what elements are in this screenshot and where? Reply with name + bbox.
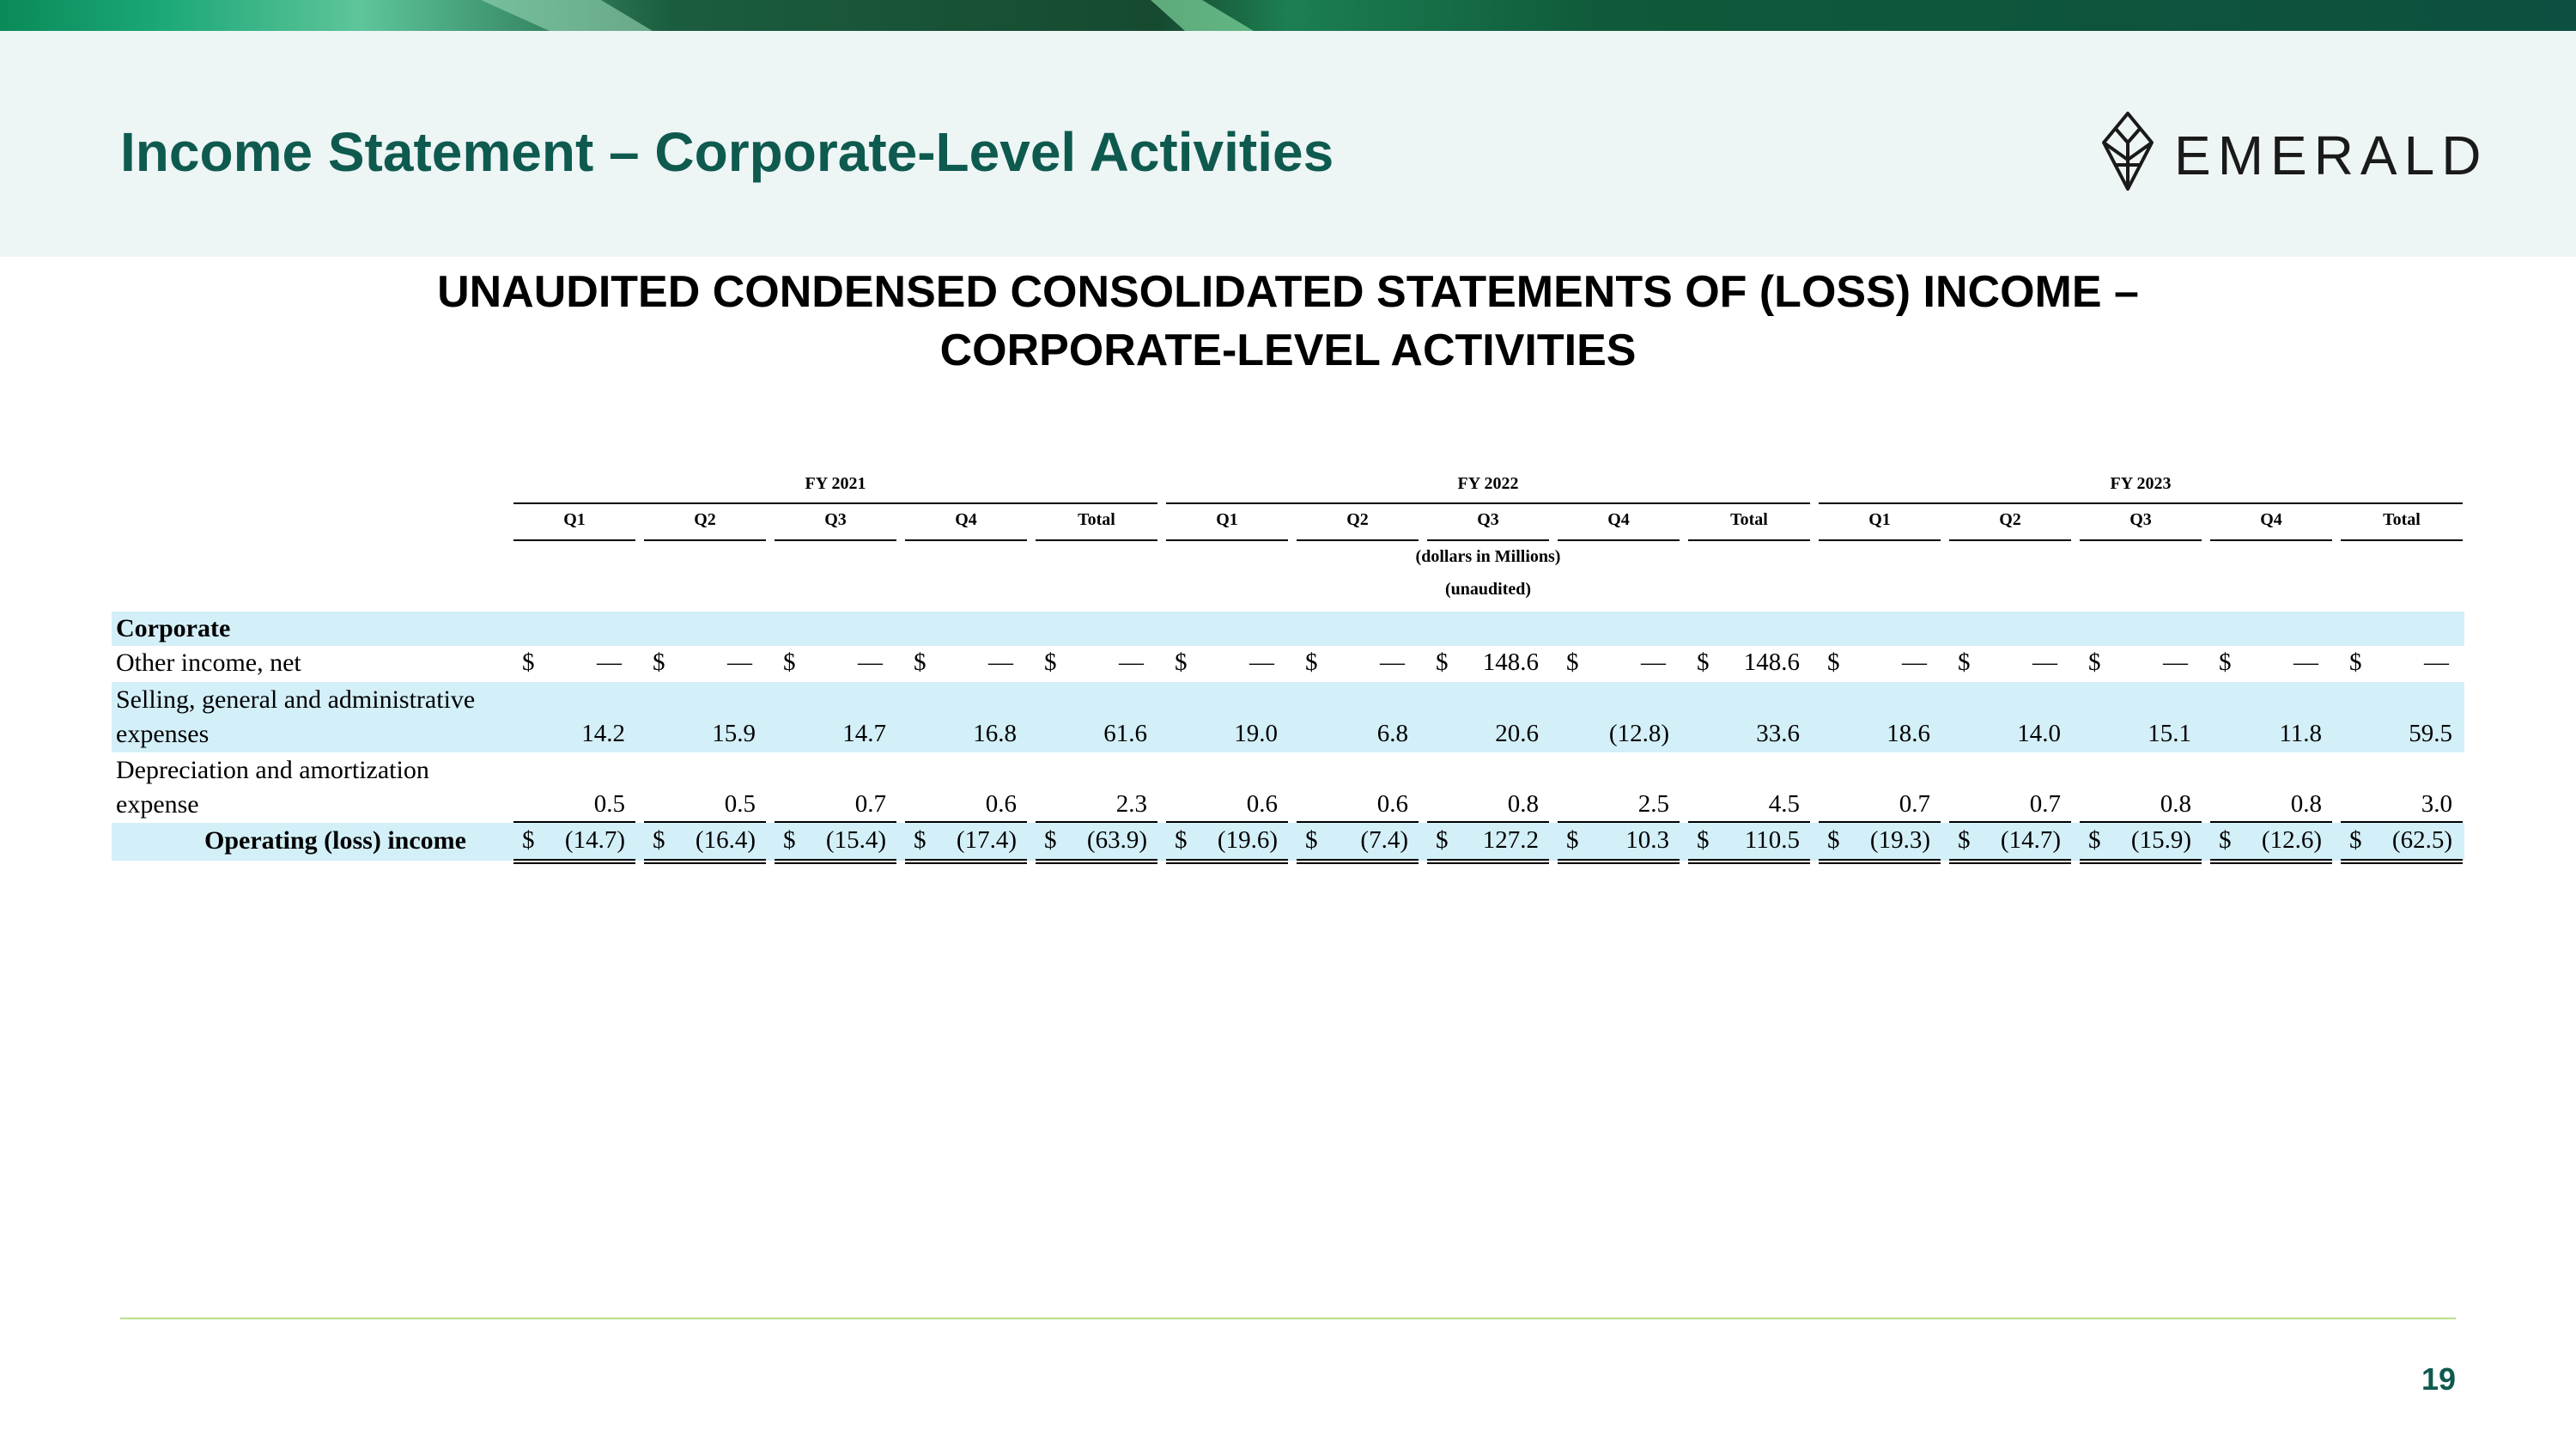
table-cell: 0.8: [2160, 790, 2191, 818]
table-cell: 2.3: [1115, 790, 1147, 818]
table-cell: 14.0: [2017, 720, 2061, 747]
period-header: Q2: [1346, 510, 1369, 529]
period-header-rule: [1427, 539, 1549, 541]
table-cell: —: [1119, 648, 1144, 676]
currency-symbol: $: [783, 648, 796, 676]
table-cell: 0.7: [1899, 790, 1930, 818]
period-header-rule: [775, 539, 896, 541]
document-title-line-1: UNAUDITED CONDENSED CONSOLIDATED STATEMENTS OF (LOSS) INCOME –: [437, 267, 2139, 317]
period-header: Q3: [2129, 510, 2152, 529]
period-header-rule: [1949, 539, 2071, 541]
period-header-rule: [1036, 539, 1157, 541]
currency-symbol: $: [1697, 648, 1710, 676]
currency-symbol: $: [1697, 826, 1710, 854]
document-title: [258, 263, 2318, 380]
table-cell: —: [858, 648, 883, 676]
table-cell: 15.1: [2148, 720, 2191, 747]
total-double-rule: [1949, 859, 2071, 864]
table-cell: (62.5): [2391, 826, 2452, 854]
period-header: Q3: [1477, 510, 1499, 529]
currency-symbol: $: [1566, 648, 1579, 676]
table-cell: 11.8: [2279, 720, 2322, 747]
period-header-rule: [2341, 539, 2463, 541]
currency-symbol: $: [1305, 648, 1318, 676]
period-header: Q4: [1607, 510, 1630, 529]
table-cell: —: [2163, 648, 2188, 676]
table-cell: 148.6: [1743, 648, 1800, 676]
table-cell: 0.7: [854, 790, 886, 818]
fiscal-year-header: FY 2022: [1457, 474, 1519, 493]
period-header: Q4: [2260, 510, 2282, 529]
table-cell: 2.5: [1637, 790, 1669, 818]
table-cell: —: [727, 648, 752, 676]
page-number: 19: [2421, 1361, 2456, 1397]
period-header: Total: [2383, 510, 2421, 529]
section-band-corporate: [112, 612, 2464, 646]
total-double-rule: [2080, 859, 2202, 864]
table-cell: (19.6): [1217, 826, 1278, 854]
period-header: Q3: [824, 510, 847, 529]
total-double-rule: [2210, 859, 2332, 864]
period-header-rule: [2210, 539, 2332, 541]
footer-divider: [120, 1318, 2456, 1319]
table-cell: 0.5: [724, 790, 756, 818]
period-header-rule: [513, 539, 635, 541]
table-cell: 59.5: [2409, 720, 2452, 747]
currency-symbol: $: [2088, 826, 2101, 854]
period-header: Q2: [694, 510, 716, 529]
currency-symbol: $: [1436, 826, 1449, 854]
period-header-rule: [2080, 539, 2202, 541]
table-cell: 0.7: [2029, 790, 2061, 818]
emerald-logo: [2100, 110, 2488, 196]
period-header: Q1: [563, 510, 586, 529]
table-cell: 0.6: [1246, 790, 1278, 818]
table-cell: 127.2: [1482, 826, 1539, 854]
currency-symbol: $: [653, 826, 665, 854]
table-cell: 14.7: [842, 720, 886, 747]
table-cell: (12.6): [2261, 826, 2322, 854]
unaudited-note: (unaudited): [1444, 580, 1532, 599]
table-cell: (12.8): [1608, 720, 1669, 747]
table-cell: —: [1249, 648, 1274, 676]
table-cell: (14.7): [2000, 826, 2061, 854]
period-header-rule: [1819, 539, 1941, 541]
table-cell: 33.6: [1756, 720, 1800, 747]
table-cell: 0.8: [2290, 790, 2322, 818]
table-cell: —: [1902, 648, 1927, 676]
currency-symbol: $: [914, 826, 927, 854]
currency-symbol: $: [2219, 648, 2232, 676]
fiscal-year-rule: [1819, 502, 2463, 504]
row-sga-expenses-label: Selling, general and administrative: [116, 685, 476, 714]
page-title: Income Statement – Corporate-Level Activities: [120, 121, 1334, 183]
total-double-rule: [905, 859, 1027, 864]
row-other-income-label: Other income, net: [116, 648, 301, 677]
table-cell: (15.9): [2130, 826, 2191, 854]
fiscal-year-rule: [1166, 502, 1810, 504]
period-header-rule: [1297, 539, 1419, 541]
currency-symbol: $: [653, 648, 665, 676]
period-header: Q1: [1868, 510, 1891, 529]
period-header: Total: [1078, 510, 1115, 529]
period-header-rule: [1558, 539, 1680, 541]
period-header-rule: [905, 539, 1027, 541]
table-cell: 61.6: [1103, 720, 1147, 747]
table-cell: (14.7): [564, 826, 625, 854]
currency-symbol: $: [914, 648, 927, 676]
total-double-rule: [2341, 859, 2463, 864]
currency-symbol: $: [2349, 826, 2362, 854]
row-operating-income-label: Operating (loss) income: [204, 826, 466, 855]
total-double-rule: [1688, 859, 1810, 864]
table-cell: 0.5: [593, 790, 625, 818]
period-header: Total: [1730, 510, 1768, 529]
table-cell: —: [1641, 648, 1666, 676]
currency-symbol: $: [1958, 648, 1971, 676]
table-cell: 148.6: [1482, 648, 1539, 676]
total-double-rule: [775, 859, 896, 864]
table-cell: 110.5: [1744, 826, 1800, 854]
table-cell: 20.6: [1495, 720, 1539, 747]
currency-symbol: $: [1044, 648, 1057, 676]
total-double-rule: [1558, 859, 1680, 864]
total-double-rule: [1036, 859, 1157, 864]
table-cell: 3.0: [2421, 790, 2452, 818]
table-cell: 0.8: [1507, 790, 1539, 818]
table-cell: 10.3: [1625, 826, 1669, 854]
table-cell: 15.9: [712, 720, 756, 747]
row-sga-expenses-label-cont: expenses: [116, 720, 210, 748]
top-brand-bar: [0, 0, 2576, 31]
period-header: Q2: [1999, 510, 2021, 529]
units-note: (dollars in Millions): [1415, 547, 1561, 566]
logo-wordmark: EMERALD: [2174, 125, 2488, 186]
section-label: Corporate: [116, 614, 231, 642]
table-cell: 19.0: [1234, 720, 1278, 747]
total-double-rule: [1297, 859, 1419, 864]
total-double-rule: [513, 859, 635, 864]
row-depreciation-label-cont: expense: [116, 790, 199, 819]
total-double-rule: [1427, 859, 1549, 864]
table-cell: 0.6: [985, 790, 1017, 818]
period-header-rule: [1166, 539, 1288, 541]
table-cell: 14.2: [581, 720, 625, 747]
table-cell: 16.8: [973, 720, 1017, 747]
table-cell: (15.4): [825, 826, 886, 854]
currency-symbol: $: [2219, 826, 2232, 854]
currency-symbol: $: [1827, 826, 1840, 854]
currency-symbol: $: [522, 648, 535, 676]
table-cell: (63.9): [1086, 826, 1147, 854]
total-double-rule: [1166, 859, 1288, 864]
currency-symbol: $: [1958, 826, 1971, 854]
table-cell: —: [2293, 648, 2318, 676]
currency-symbol: $: [2088, 648, 2101, 676]
period-header: Q4: [955, 510, 977, 529]
currency-symbol: $: [522, 826, 535, 854]
period-header: Q1: [1216, 510, 1238, 529]
table-cell: 0.6: [1376, 790, 1408, 818]
table-cell: —: [1380, 648, 1405, 676]
table-cell: —: [2032, 648, 2057, 676]
period-header-rule: [1688, 539, 1810, 541]
table-cell: (7.4): [1360, 826, 1408, 854]
emerald-gem-icon: [2100, 110, 2155, 192]
currency-symbol: $: [1175, 826, 1188, 854]
period-header-rule: [644, 539, 766, 541]
currency-symbol: $: [783, 826, 796, 854]
table-cell: —: [988, 648, 1013, 676]
table-cell: 6.8: [1376, 720, 1408, 747]
fiscal-year-header: FY 2023: [2110, 474, 2172, 493]
table-cell: —: [2424, 648, 2449, 676]
total-double-rule: [1819, 859, 1941, 864]
row-depreciation-label: Depreciation and amortization: [116, 756, 429, 784]
table-cell: (19.3): [1869, 826, 1930, 854]
top-bar-sweep-graphic: [0, 0, 2576, 31]
table-cell: (17.4): [956, 826, 1017, 854]
fiscal-year-rule: [513, 502, 1157, 504]
table-cell: (16.4): [695, 826, 756, 854]
currency-symbol: $: [2349, 648, 2362, 676]
currency-symbol: $: [1175, 648, 1188, 676]
currency-symbol: $: [1566, 826, 1579, 854]
table-cell: —: [597, 648, 622, 676]
document-title-line-2: CORPORATE-LEVEL ACTIVITIES: [939, 326, 1637, 375]
table-cell: 4.5: [1768, 790, 1800, 818]
currency-symbol: $: [1305, 826, 1318, 854]
table-cell: 18.6: [1886, 720, 1930, 747]
currency-symbol: $: [1827, 648, 1840, 676]
fiscal-year-header: FY 2021: [805, 474, 866, 493]
currency-symbol: $: [1436, 648, 1449, 676]
currency-symbol: $: [1044, 826, 1057, 854]
total-double-rule: [644, 859, 766, 864]
